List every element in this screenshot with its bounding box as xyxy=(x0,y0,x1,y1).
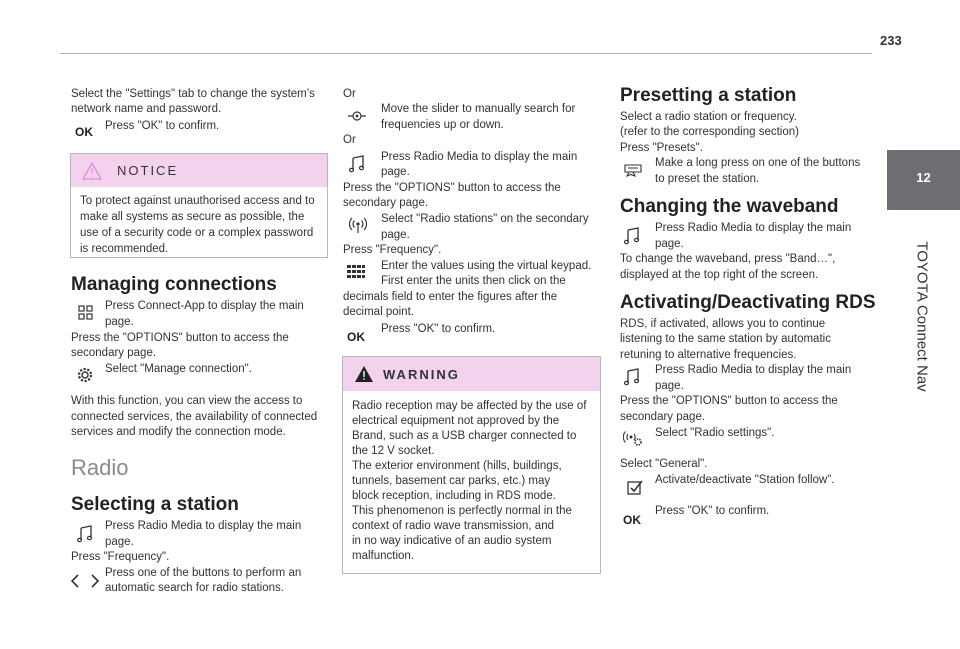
connect-app-text-2: page. xyxy=(105,316,134,328)
music-note-icon xyxy=(347,155,369,173)
warning-line: block reception, including in RDS mode. xyxy=(352,490,556,502)
warning-line: malfunction. xyxy=(352,550,415,562)
rds-text-4: Press Radio Media to display the main xyxy=(655,364,852,376)
notice-header xyxy=(71,154,327,187)
slider-icon xyxy=(346,107,368,125)
notice-line: is recommended. xyxy=(80,243,169,255)
warning-line: tunnels, basement car parks, etc.) may xyxy=(352,475,551,487)
warning-triangle-icon xyxy=(81,162,103,180)
keypad-text-2: First enter the units then click on the xyxy=(381,275,566,287)
notice-box xyxy=(70,153,328,258)
radio-media-text-1: Press Radio Media to display the main xyxy=(381,151,578,163)
selecting-station-heading: Selecting a station xyxy=(71,494,239,515)
function-line: connected services, the availability of connected xyxy=(71,411,318,423)
notice-line: To protect against unauthorised access and to xyxy=(80,195,315,207)
rds-text-8: Select "Radio settings". xyxy=(655,427,775,439)
ok-icon: OK xyxy=(623,513,641,527)
notice-line: use of a security code or a complex password xyxy=(80,227,314,239)
keypad-text-3: decimals field to enter the figures after the xyxy=(343,291,558,303)
connect-app-icon xyxy=(75,304,97,322)
press-ok-text: Press "OK" to confirm. xyxy=(105,120,220,132)
rds-text-9: Select "General". xyxy=(620,458,708,470)
or-text-2: Or xyxy=(343,134,356,146)
gear-icon xyxy=(74,366,96,384)
keypad-text-1: Enter the values using the virtual keypad. xyxy=(381,260,592,272)
header-rule xyxy=(60,53,872,54)
function-line: services and modify the connection mode. xyxy=(71,426,286,438)
music-note-icon xyxy=(75,525,97,543)
side-title-label: TOYOTA Connect Nav xyxy=(913,241,931,392)
chapter-tab-label: 12 xyxy=(916,170,931,185)
warning-line: in no way indicative of an audio system xyxy=(352,535,552,547)
preset-text-4: Make a long press on one of the buttons xyxy=(655,157,861,169)
frequency-text: Press "Frequency". xyxy=(71,551,170,563)
presetting-heading: Presetting a station xyxy=(620,85,797,106)
music-note-icon xyxy=(622,227,644,245)
warning-line: context of radio wave transmission, and xyxy=(352,520,554,532)
rds-text-2: listening to the same station by automatic xyxy=(620,333,831,345)
slider-text-2: frequencies up or down. xyxy=(381,119,504,131)
rds-text-11: Press "OK" to confirm. xyxy=(655,505,770,517)
side-title xyxy=(912,218,932,418)
managing-connections-heading: Managing connections xyxy=(71,274,277,295)
warning-header xyxy=(343,357,600,391)
preset-text-5: to preset the station. xyxy=(655,173,760,185)
options-text-1: Press the "OPTIONS" button to access the xyxy=(71,332,289,344)
ok-icon: OK xyxy=(75,125,93,139)
preset-text-1: Select a radio station or frequency. xyxy=(620,111,797,123)
rds-text-6: Press the "OPTIONS" button to access the xyxy=(620,395,838,407)
warning-line: Brand, such as a USB charger connected to xyxy=(352,430,577,442)
radio-heading: Radio xyxy=(71,455,129,480)
rds-text-5: page. xyxy=(655,380,684,392)
music-note-icon xyxy=(622,368,644,386)
warning-line: the 12 V socket. xyxy=(352,445,435,457)
radio-media-text-2: page. xyxy=(381,166,410,178)
radio-media-text-1: Press Radio Media to display the main xyxy=(105,520,302,532)
press-ok-text: Press "OK" to confirm. xyxy=(381,323,496,335)
prev-next-arrows-icon xyxy=(70,572,100,590)
radio-signal-icon xyxy=(347,216,369,234)
waveband-text-3: To change the waveband, press "Band…", xyxy=(620,253,836,265)
function-line: With this function, you can view the access to xyxy=(71,395,303,407)
radio-stations-text-1: Select "Radio stations" on the secondary xyxy=(381,213,589,225)
keypad-text-4: decimal point. xyxy=(343,306,414,318)
settings-text-2: network name and password. xyxy=(71,103,222,115)
ok-icon: OK xyxy=(347,330,365,344)
rds-text-7: secondary page. xyxy=(620,411,706,423)
slider-text-1: Move the slider to manually search for xyxy=(381,103,576,115)
connect-app-text-1: Press Connect-App to display the main xyxy=(105,300,304,312)
chapter-tab[interactable] xyxy=(887,150,960,210)
options-text-2: secondary page. xyxy=(343,197,429,209)
waveband-heading: Changing the waveband xyxy=(620,196,839,217)
rds-heading: Activating/Deactivating RDS xyxy=(620,292,876,313)
warning-box xyxy=(342,356,601,574)
rds-text-10: Activate/deactivate "Station follow". xyxy=(655,474,835,486)
or-text-1: Or xyxy=(343,88,356,100)
arrows-text-1: Press one of the buttons to perform an xyxy=(105,567,302,579)
notice-line: make all systems as secure as possible, the xyxy=(80,211,305,223)
rds-text-3: retuning to alternative frequencies. xyxy=(620,349,797,361)
preset-text-2: (refer to the corresponding section) xyxy=(620,126,799,138)
settings-text-1: Select the "Settings" tab to change the system’s xyxy=(71,88,315,100)
keypad-icon xyxy=(345,263,367,281)
warning-line: The exterior environment (hills, buildings, xyxy=(352,460,562,472)
rds-text-1: RDS, if activated, allows you to continue xyxy=(620,318,826,330)
arrows-text-2: automatic search for radio stations. xyxy=(105,582,284,594)
page-number: 233 xyxy=(880,33,902,48)
options-text-1: Press the "OPTIONS" button to access the xyxy=(343,182,561,194)
radio-stations-text-2: page. xyxy=(381,229,410,241)
manage-connection-text: Select "Manage connection". xyxy=(105,363,252,375)
warning-title: WARNING xyxy=(383,367,460,382)
checkbox-icon xyxy=(624,479,646,497)
warning-line: This phenomenon is perfectly normal in the xyxy=(352,505,572,517)
radio-media-text-2: page. xyxy=(105,536,134,548)
waveband-text-4: displayed at the top right of the screen. xyxy=(620,269,819,281)
preset-text-3: Press "Presets". xyxy=(620,142,703,154)
preset-star-icon xyxy=(622,162,644,180)
notice-title: NOTICE xyxy=(117,163,179,178)
waveband-text-1: Press Radio Media to display the main xyxy=(655,222,852,234)
warning-line: Radio reception may be affected by the use of xyxy=(352,400,587,412)
radio-settings-icon xyxy=(622,429,644,447)
frequency-text: Press "Frequency". xyxy=(343,244,442,256)
warning-triangle-icon xyxy=(353,365,375,383)
warning-line: electrical equipment not approved by the xyxy=(352,415,560,427)
options-text-2: secondary page. xyxy=(71,347,157,359)
waveband-text-2: page. xyxy=(655,238,684,250)
